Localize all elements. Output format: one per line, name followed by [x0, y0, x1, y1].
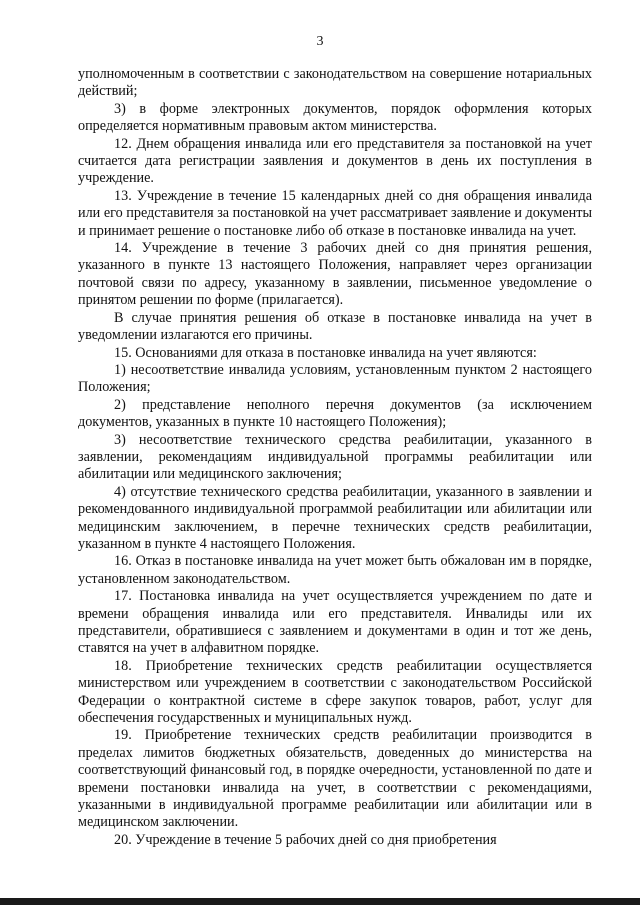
paragraph-14: 14. Учреждение в течение 3 рабочих дней со дня принятия решения, указанного в пункте 13 настоящего Положения, направляет через организации почтовой связи по адресу, указанному в заявлении, письменное уведомление о принятом решении по форме (прилагается).: [78, 240, 592, 309]
paragraph-item-3: 3) в форме электронных документов, порядок оформления которых определяется нормативным правовым актом министерства.: [78, 100, 592, 135]
paragraph-14-refusal: В случае принятия решения об отказе в постановке инвалида на учет в уведомлении излагаются его причины.: [78, 309, 592, 344]
paragraph-15-item-2: 2) представление неполного перечня документов (за исключением документов, указанных в пункте 10 настоящего Положения);: [78, 396, 592, 431]
paragraph-15-item-4: 4) отсутствие технического средства реабилитации, указанного в заявлении и рекомендованного индивидуальной программой реабилитации или абилитации или медицинским заключением, в перечне технических средств реабилитации, указанном в пункте 4 настоящего Положения.: [78, 483, 592, 552]
paragraph-13: 13. Учреждение в течение 15 календарных дней со дня обращения инвалида или его представителя за постановкой на учет рассматривает заявление и документы и принимает решение о постановке либо об отказе в постановке инвалида на учет.: [78, 187, 592, 239]
paragraph-20: 20. Учреждение в течение 5 рабочих дней со дня приобретения: [114, 831, 497, 848]
paragraph-15-item-1: 1) несоответствие инвалида условиям, установленным пунктом 2 настоящего Положения;: [78, 361, 592, 396]
paragraph-15-item-3: 3) несоответствие технического средства реабилитации, указанного в заявлении, рекомендациям индивидуальной программы реабилитации или абилитации или медицинского заключения;: [78, 431, 592, 483]
paragraph-12: 12. Днем обращения инвалида или его представителя за постановкой на учет считается дата регистрации заявления и документов в день их поступления в учреждение.: [78, 135, 592, 187]
paragraph-continuation: уполномоченным в соответствии с законодательством на совершение нотариальных действий;: [78, 66, 592, 100]
paragraph-18: 18. Приобретение технических средств реабилитации осуществляется министерством или учреждением в соответствии с законодательством Российской Федерации о контрактной системе в сфере закупок товаров, работ, услуг для обеспечения государственных и муниципальных нужд.: [78, 657, 592, 727]
paragraph-16: 16. Отказ в постановке инвалида на учет может быть обжалован им в порядке, установленном законодательством.: [78, 553, 592, 587]
paragraph-17: 17. Постановка инвалида на учет осуществляется учреждением по дате и времени обращения инвалида или его представителя. Инвалиды или их представители, обратившиеся с заявлением и документами в один и тот же день, ставятся на учет в алфавитном порядке.: [78, 588, 592, 657]
document-body: [78, 66, 592, 849]
page-number: 3: [316, 34, 324, 49]
paragraph-19: 19. Приобретение технических средств реабилитации производится в пределах лимитов бюджетных обязательств, доведенных до министерства на соответствующий финансовый год, в порядке очередности, установленной по дате и времени постановки инвалида на учет, в соответствии с рекомендациями, указанными в индивидуальной программе реабилитации или абилитации или в медицинском заключении.: [78, 727, 592, 831]
paragraph-15: 15. Основаниями для отказа в постановке инвалида на учет являются:: [114, 344, 537, 361]
scan-edge-bar: [0, 898, 640, 905]
